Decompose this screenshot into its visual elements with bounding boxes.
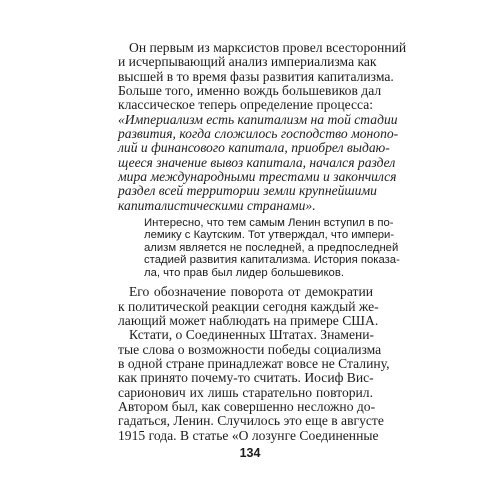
quote-line: раздел всей территории земли крупнейшими (118, 183, 377, 199)
aside-line: лемику с Каутским. Тот утверждал, что импери- (144, 229, 395, 242)
quote-line: мира международными трестами и закончился (118, 169, 397, 185)
aside-line: ализм является не последней, а предпоследней (144, 241, 399, 254)
text-line: к политической реакции сегодня каждый же- (118, 298, 379, 314)
text-line: и исчерпывающий анализ империализма как (118, 54, 377, 70)
text-line: Кстати, о Соединенных Штатах. Знамени- (129, 327, 375, 343)
text-line: как принято почему-то считать. Иосиф Вис- (118, 370, 374, 386)
text-line: 1915 года. В статье «О лозунге Соединенные (118, 427, 379, 443)
aside-line: Интересно, что тем самым Ленин вступил в по- (144, 216, 394, 229)
text-line: высшей в то время фазы развития капитализма. (118, 68, 394, 84)
aside-line: стадией развития капитализма. История показа- (144, 254, 400, 267)
text-line: Больше того, именно вождь большевиков дал (118, 83, 382, 99)
text-line: лающий может наблюдать на примере США. (118, 312, 379, 328)
page-number: 134 (239, 446, 261, 460)
aside-line: ла, что прав был лидер большевиков. (144, 266, 344, 279)
text-line: сарионович их лишь старательно повторил. (118, 384, 373, 400)
text-line: Его обозначение поворота от демократии (129, 284, 373, 300)
quote-line: развития, когда сложилось господство монопо- (118, 126, 399, 142)
text-line: Он первым из марксистов провел всесторонний (129, 40, 407, 55)
quote-line: капиталистическими странами». (118, 197, 316, 213)
quote-line: щееся значение вывоз капитала, начался раздел (118, 154, 396, 170)
quote-line: «Империализм есть капитализм на той стадии (118, 111, 398, 127)
text-line: Автором был, как совершенно несложно до- (118, 398, 376, 414)
text-line: в одной стране принадлежат вовсе не Сталину, (118, 355, 390, 371)
text-line: тые слова о возможности победы социализма (118, 341, 382, 357)
text-line: классическое теперь определение процесса: (118, 97, 374, 113)
text-line: гадаться, Ленин. Случилось это еще в августе (118, 413, 384, 429)
quote-line: лий и финансового капитала, приобрел выдаю- (118, 140, 390, 156)
